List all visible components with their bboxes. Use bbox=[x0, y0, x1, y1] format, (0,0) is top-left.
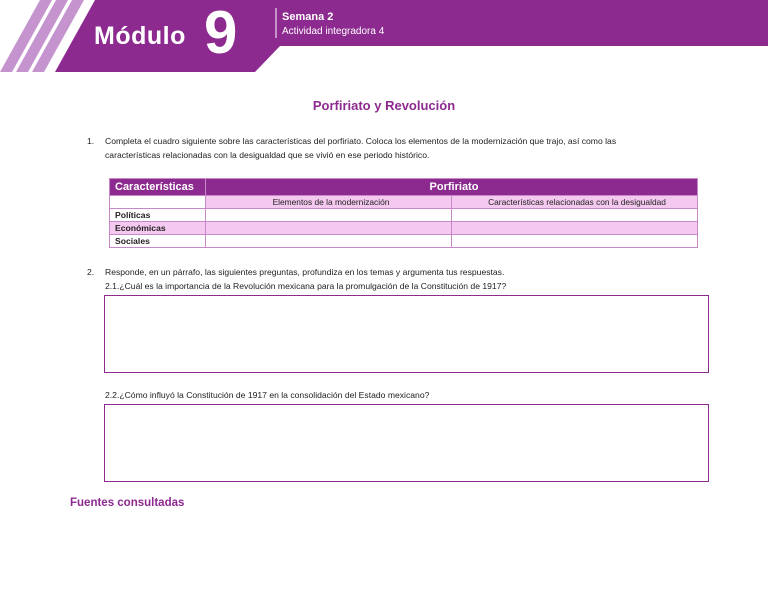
module-header-banner bbox=[0, 0, 768, 72]
table-row bbox=[110, 209, 698, 222]
cell-sociales-modernization[interactable] bbox=[206, 235, 452, 248]
sources-heading: Fuentes consultadas bbox=[70, 497, 185, 509]
question-2-intro: Responde, en un párrafo, las siguientes preguntas, profundiza en los temas y argumenta tus respuestas. bbox=[105, 267, 505, 277]
answer-box-2-1[interactable] bbox=[104, 295, 709, 373]
question-2-number: 2. bbox=[87, 267, 95, 277]
cell-politicas-inequality[interactable] bbox=[452, 209, 698, 222]
porfiriato-table bbox=[109, 178, 698, 248]
row-label-economicas: Económicas bbox=[110, 222, 206, 235]
module-label: Módulo bbox=[94, 22, 186, 50]
cell-economicas-inequality[interactable] bbox=[452, 222, 698, 235]
activity-label: Actividad integradora 4 bbox=[282, 26, 385, 37]
question-1 bbox=[87, 134, 715, 162]
question-1-line-2: características relacionadas con la desigualdad que se vivió en ese periodo histórico. bbox=[105, 150, 430, 160]
table-header-porfiriato: Porfiriato bbox=[206, 179, 698, 196]
week-label: Semana 2 bbox=[282, 11, 334, 23]
table-col-modernization: Elementos de la modernización bbox=[206, 196, 452, 209]
answer-box-2-2[interactable] bbox=[104, 404, 709, 482]
table-corner-cell bbox=[110, 196, 206, 209]
table-row bbox=[110, 222, 698, 235]
row-label-sociales: Sociales bbox=[110, 235, 206, 248]
question-2-1: 2.1.¿Cuál es la importancia de la Revolución mexicana para la promulgación de la Constitución de 1917? bbox=[105, 281, 507, 291]
question-1-line-1: Completa el cuadro siguiente sobre las características del porfiriato. Coloca los elementos de la modernización que trajo, así como las bbox=[105, 136, 617, 146]
page-title: Porfiriato y Revolución bbox=[312, 98, 456, 113]
question-2 bbox=[87, 265, 715, 293]
cell-economicas-modernization[interactable] bbox=[206, 222, 452, 235]
cell-sociales-inequality[interactable] bbox=[452, 235, 698, 248]
table-col-inequality: Características relacionadas con la desigualdad bbox=[452, 196, 698, 209]
row-label-politicas: Políticas bbox=[110, 209, 206, 222]
question-1-number: 1. bbox=[87, 136, 95, 146]
table-header-characteristics: Características bbox=[110, 179, 206, 196]
cell-politicas-modernization[interactable] bbox=[206, 209, 452, 222]
table-row bbox=[110, 235, 698, 248]
module-number: 9 bbox=[204, 0, 238, 66]
question-2-2: 2.2.¿Cómo influyó la Constitución de 1917 en la consolidación del Estado mexicano? bbox=[105, 390, 430, 400]
